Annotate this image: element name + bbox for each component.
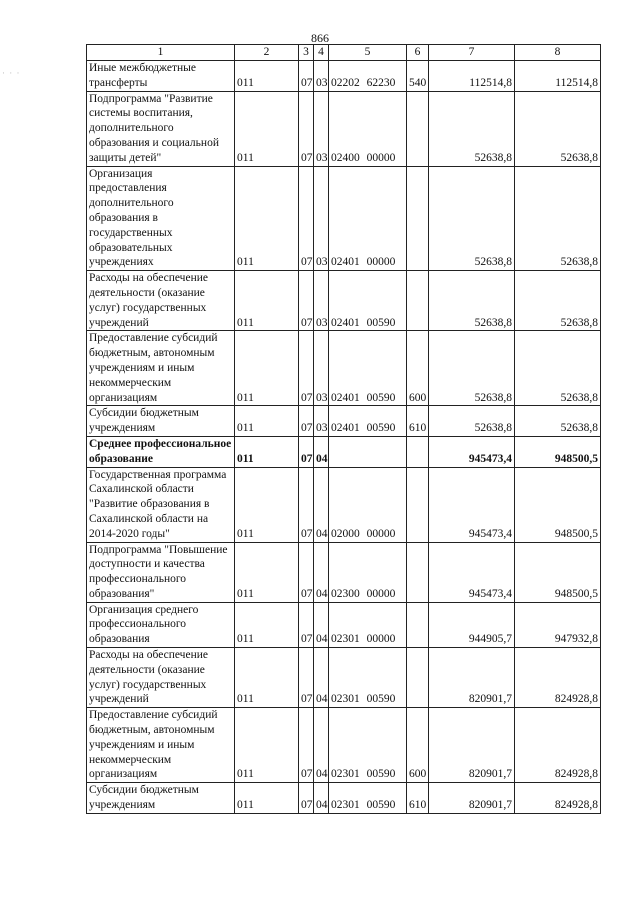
header-row [87, 45, 601, 61]
admin-code-cell: 011 [235, 783, 299, 814]
amount-col8-cell: 948500,5 [515, 436, 601, 467]
table-row [87, 602, 601, 647]
section-cell: 07 [299, 708, 314, 783]
section-cell: 07 [299, 91, 314, 166]
amount-col7-cell: 52638,8 [429, 166, 515, 271]
column-header-3: 3 [299, 45, 314, 61]
budget-table [86, 44, 601, 814]
target-article-cell: 02401 00590 [329, 331, 407, 406]
amount-col7-cell: 112514,8 [429, 61, 515, 92]
table-row [87, 331, 601, 406]
table-row [87, 166, 601, 271]
scan-margin-marks: · · · [2, 68, 21, 78]
admin-code-cell: 011 [235, 648, 299, 708]
subsection-cell: 03 [314, 271, 329, 331]
amount-col8-cell: 824928,8 [515, 708, 601, 783]
subsection-cell: 04 [314, 467, 329, 542]
target-article-cell: 02301 00590 [329, 783, 407, 814]
table-row [87, 708, 601, 783]
section-cell: 07 [299, 467, 314, 542]
target-article-cell: 02401 00590 [329, 271, 407, 331]
amount-col8-cell: 947932,8 [515, 602, 601, 647]
admin-code-cell: 011 [235, 61, 299, 92]
subsection-cell: 03 [314, 61, 329, 92]
column-header-8: 8 [515, 45, 601, 61]
subsection-cell: 04 [314, 708, 329, 783]
subsection-cell: 03 [314, 406, 329, 437]
target-article-cell [329, 436, 407, 467]
admin-code-cell: 011 [235, 331, 299, 406]
column-header-2: 2 [235, 45, 299, 61]
target-article-cell: 02401 00590 [329, 406, 407, 437]
amount-col7-cell: 52638,8 [429, 271, 515, 331]
target-article-cell: 02400 00000 [329, 91, 407, 166]
amount-col7-cell: 945473,4 [429, 467, 515, 542]
subsection-cell: 04 [314, 648, 329, 708]
amount-col7-cell: 820901,7 [429, 783, 515, 814]
table-header [87, 45, 601, 61]
expense-type-cell [407, 271, 429, 331]
target-article-cell: 02000 00000 [329, 467, 407, 542]
target-article-cell: 02301 00590 [329, 708, 407, 783]
subsection-cell: 04 [314, 542, 329, 602]
amount-col8-cell: 112514,8 [515, 61, 601, 92]
column-header-5: 5 [329, 45, 407, 61]
expense-type-cell: 600 [407, 708, 429, 783]
row-name-cell: Организация среднего профессионального образования [87, 602, 235, 647]
table-row [87, 91, 601, 166]
expense-type-cell [407, 166, 429, 271]
amount-col8-cell: 52638,8 [515, 406, 601, 437]
admin-code-cell: 011 [235, 91, 299, 166]
target-article-cell: 02301 00590 [329, 648, 407, 708]
section-cell: 07 [299, 271, 314, 331]
table-row [87, 648, 601, 708]
section-cell: 07 [299, 648, 314, 708]
amount-col7-cell: 820901,7 [429, 708, 515, 783]
expense-type-cell [407, 436, 429, 467]
section-cell: 07 [299, 406, 314, 437]
expense-type-cell [407, 467, 429, 542]
admin-code-cell: 011 [235, 436, 299, 467]
section-cell: 07 [299, 783, 314, 814]
amount-col7-cell: 945473,4 [429, 436, 515, 467]
subsection-cell: 04 [314, 436, 329, 467]
row-name-cell: Субсидии бюджетным учреждениям [87, 406, 235, 437]
amount-col7-cell: 52638,8 [429, 331, 515, 406]
amount-col7-cell: 52638,8 [429, 91, 515, 166]
row-name-cell: Предоставление субсидий бюджетным, автономным учреждениям и иным некоммерческим организациям [87, 708, 235, 783]
subsection-cell: 03 [314, 331, 329, 406]
admin-code-cell: 011 [235, 542, 299, 602]
table-body [87, 61, 601, 814]
target-article-cell: 02300 00000 [329, 542, 407, 602]
admin-code-cell: 011 [235, 271, 299, 331]
subsection-cell: 03 [314, 91, 329, 166]
table-row [87, 271, 601, 331]
row-name-cell: Субсидии бюджетным учреждениям [87, 783, 235, 814]
row-name-cell: Расходы на обеспечение деятельности (оказание услуг) государственных учреждений [87, 648, 235, 708]
admin-code-cell: 011 [235, 602, 299, 647]
subsection-cell: 04 [314, 783, 329, 814]
amount-col8-cell: 948500,5 [515, 467, 601, 542]
amount-col7-cell: 820901,7 [429, 648, 515, 708]
amount-col7-cell: 945473,4 [429, 542, 515, 602]
section-cell: 07 [299, 166, 314, 271]
amount-col8-cell: 824928,8 [515, 783, 601, 814]
column-header-4: 4 [314, 45, 329, 61]
expense-type-cell: 600 [407, 331, 429, 406]
amount-col7-cell: 52638,8 [429, 406, 515, 437]
expense-type-cell [407, 602, 429, 647]
subsection-cell: 03 [314, 166, 329, 271]
amount-col8-cell: 52638,8 [515, 91, 601, 166]
row-name-cell: Организация предоставления дополнительного образования в государственных образовательных учреждениях [87, 166, 235, 271]
section-cell: 07 [299, 436, 314, 467]
expense-type-cell: 610 [407, 406, 429, 437]
amount-col8-cell: 52638,8 [515, 331, 601, 406]
row-name-cell: Подпрограмма "Развитие системы воспитания, дополнительного образования и социальной защиты детей" [87, 91, 235, 166]
section-cell: 07 [299, 61, 314, 92]
row-name-cell: Предоставление субсидий бюджетным, автономным учреждениям и иным некоммерческим организациям [87, 331, 235, 406]
target-article-cell: 02401 00000 [329, 166, 407, 271]
target-article-cell: 02301 00000 [329, 602, 407, 647]
page-number: 866 [311, 31, 329, 45]
column-header-7: 7 [429, 45, 515, 61]
expense-type-cell [407, 91, 429, 166]
admin-code-cell: 011 [235, 467, 299, 542]
amount-col7-cell: 944905,7 [429, 602, 515, 647]
row-name-cell: Расходы на обеспечение деятельности (оказание услуг) государственных учреждений [87, 271, 235, 331]
target-article-cell: 02202 62230 [329, 61, 407, 92]
row-name-cell: Подпрограмма "Повышение доступности и качества профессионального образования" [87, 542, 235, 602]
expense-type-cell [407, 648, 429, 708]
section-cell: 07 [299, 331, 314, 406]
table-row [87, 467, 601, 542]
table-row [87, 406, 601, 437]
admin-code-cell: 011 [235, 406, 299, 437]
amount-col8-cell: 948500,5 [515, 542, 601, 602]
expense-type-cell: 610 [407, 783, 429, 814]
row-name-cell: Иные межбюджетные трансферты [87, 61, 235, 92]
section-cell: 07 [299, 542, 314, 602]
table-row [87, 542, 601, 602]
column-header-1: 1 [87, 45, 235, 61]
amount-col8-cell: 824928,8 [515, 648, 601, 708]
admin-code-cell: 011 [235, 708, 299, 783]
subsection-cell: 04 [314, 602, 329, 647]
expense-type-cell: 540 [407, 61, 429, 92]
table-row [87, 783, 601, 814]
admin-code-cell: 011 [235, 166, 299, 271]
amount-col8-cell: 52638,8 [515, 166, 601, 271]
column-header-6: 6 [407, 45, 429, 61]
table-row [87, 436, 601, 467]
expense-type-cell [407, 542, 429, 602]
table-row [87, 61, 601, 92]
row-name-cell: Среднее профессиональное образование [87, 436, 235, 467]
row-name-cell: Государственная программа Сахалинской области "Развитие образования в Сахалинской области на 2014-2020 годы" [87, 467, 235, 542]
amount-col8-cell: 52638,8 [515, 271, 601, 331]
section-cell: 07 [299, 602, 314, 647]
